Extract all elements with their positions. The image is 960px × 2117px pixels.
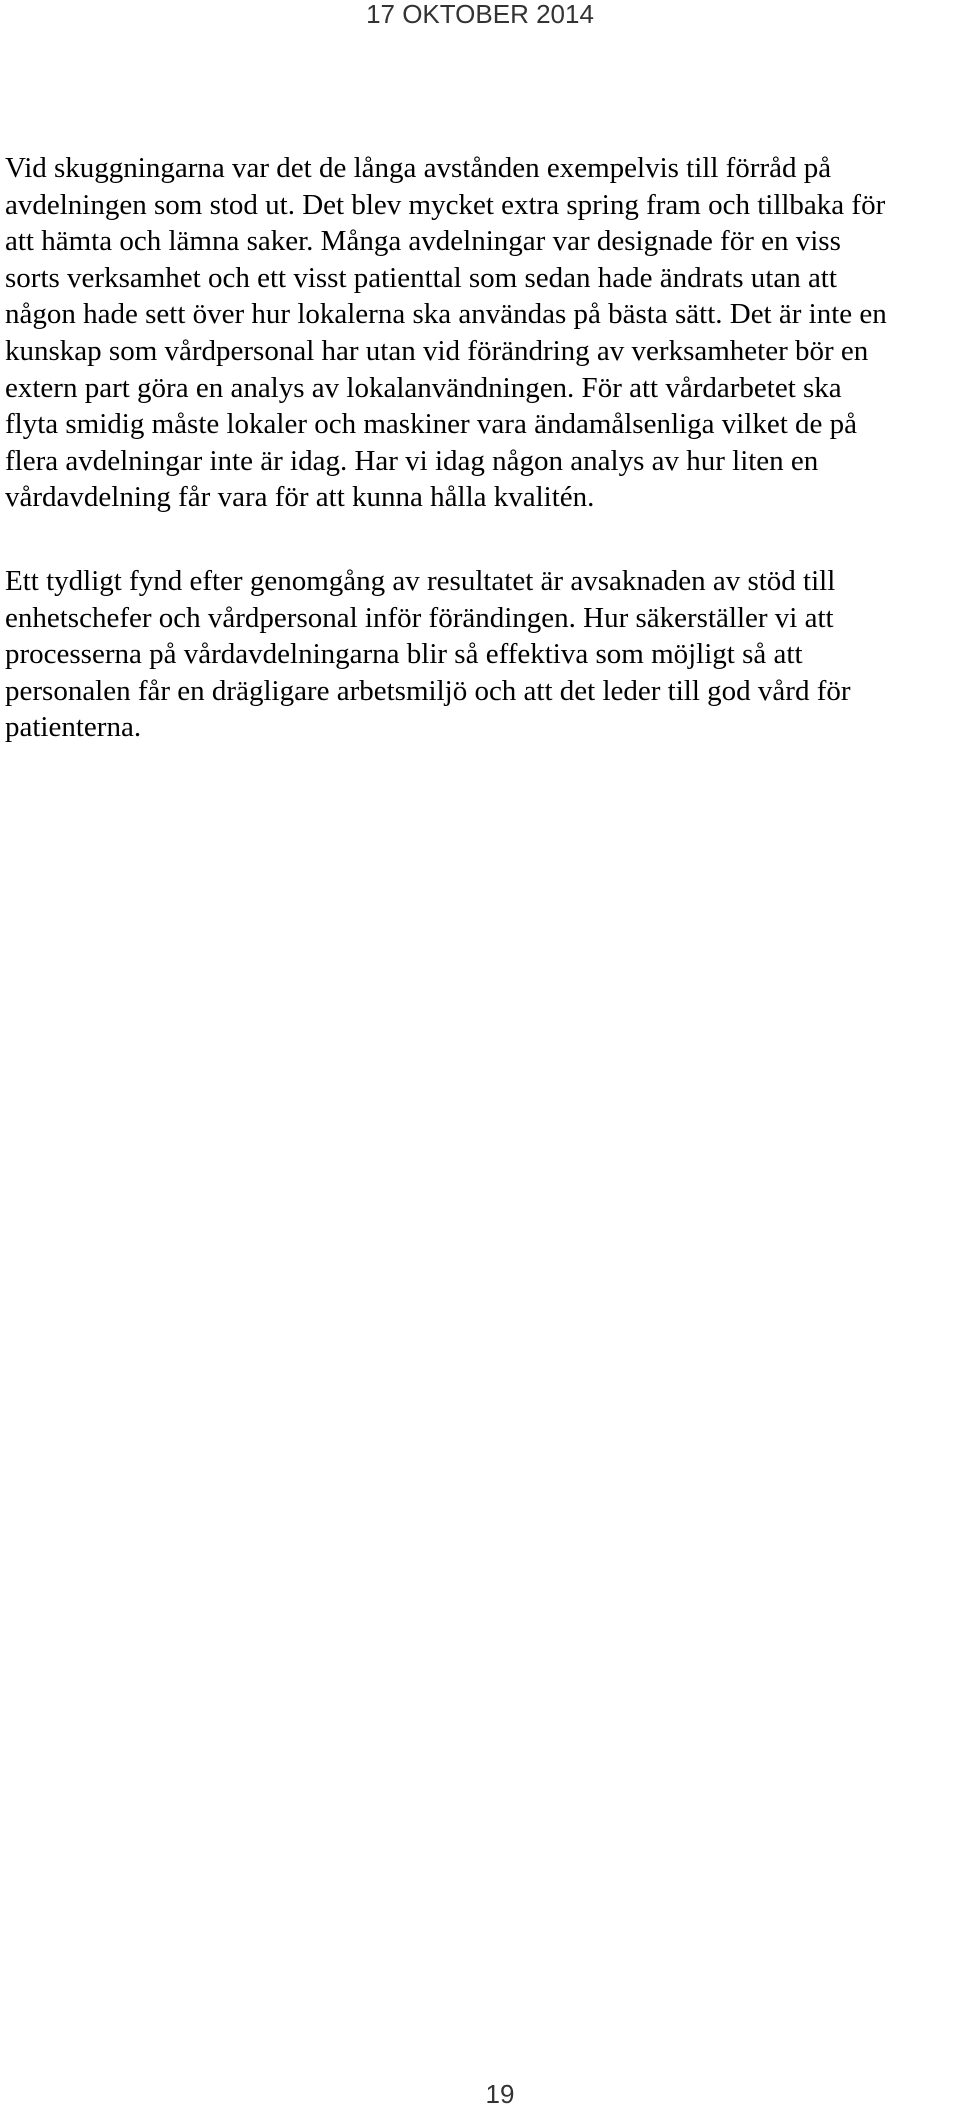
paragraph-line: kunskap som vårdpersonal har utan vid förändring av verksamheter bör en [5, 334, 869, 367]
paragraph-line: Ett tydligt fynd efter genomgång av resultatet är avsaknaden av stöd till [5, 565, 836, 597]
paragraph-line: personalen får en drägligare arbetsmiljö och att det leder till god vård för [5, 674, 851, 707]
paragraph-line: att hämta och lämna saker. Många avdelningar var designade för en viss [5, 225, 841, 258]
paragraph-line: någon hade sett över hur lokalerna ska användas på bästa sätt. Det är inte en [5, 298, 887, 331]
paragraph-line: sorts verksamhet och ett visst patienttal som sedan hade ändrats utan att [5, 261, 837, 294]
paragraph-line: vårdavdelning får vara för att kunna hålla kvalitén. [5, 481, 595, 514]
paragraph-line: extern part göra en analys av lokalanvändningen. För att vårdarbetet ska [5, 371, 842, 404]
page-header-date: 17 OKTOBER 2014 [366, 0, 594, 29]
page-number: 19 [485, 2079, 515, 2109]
paragraph-line: enhetschefer och vårdpersonal inför förändingen. Hur säkerställer vi att [5, 601, 834, 634]
paragraph-line: flyta smidig måste lokaler och maskiner vara ändamålsenliga vilket de på [5, 408, 857, 441]
paragraph-line: Vid skuggningarna var det de långa avstånden exempelvis till förråd på [5, 152, 832, 184]
paragraph-line: patienterna. [5, 711, 142, 744]
paragraph-line: flera avdelningar inte är idag. Har vi idag någon analys av hur liten en [5, 444, 819, 477]
paragraph-line: processerna på vårdavdelningarna blir så effektiva som möjligt så att [5, 638, 803, 671]
body-paragraph-2 [5, 563, 955, 746]
body-paragraph-1 [5, 150, 955, 516]
paragraph-line: avdelningen som stod ut. Det blev mycket extra spring fram och tillbaka för [5, 188, 886, 221]
